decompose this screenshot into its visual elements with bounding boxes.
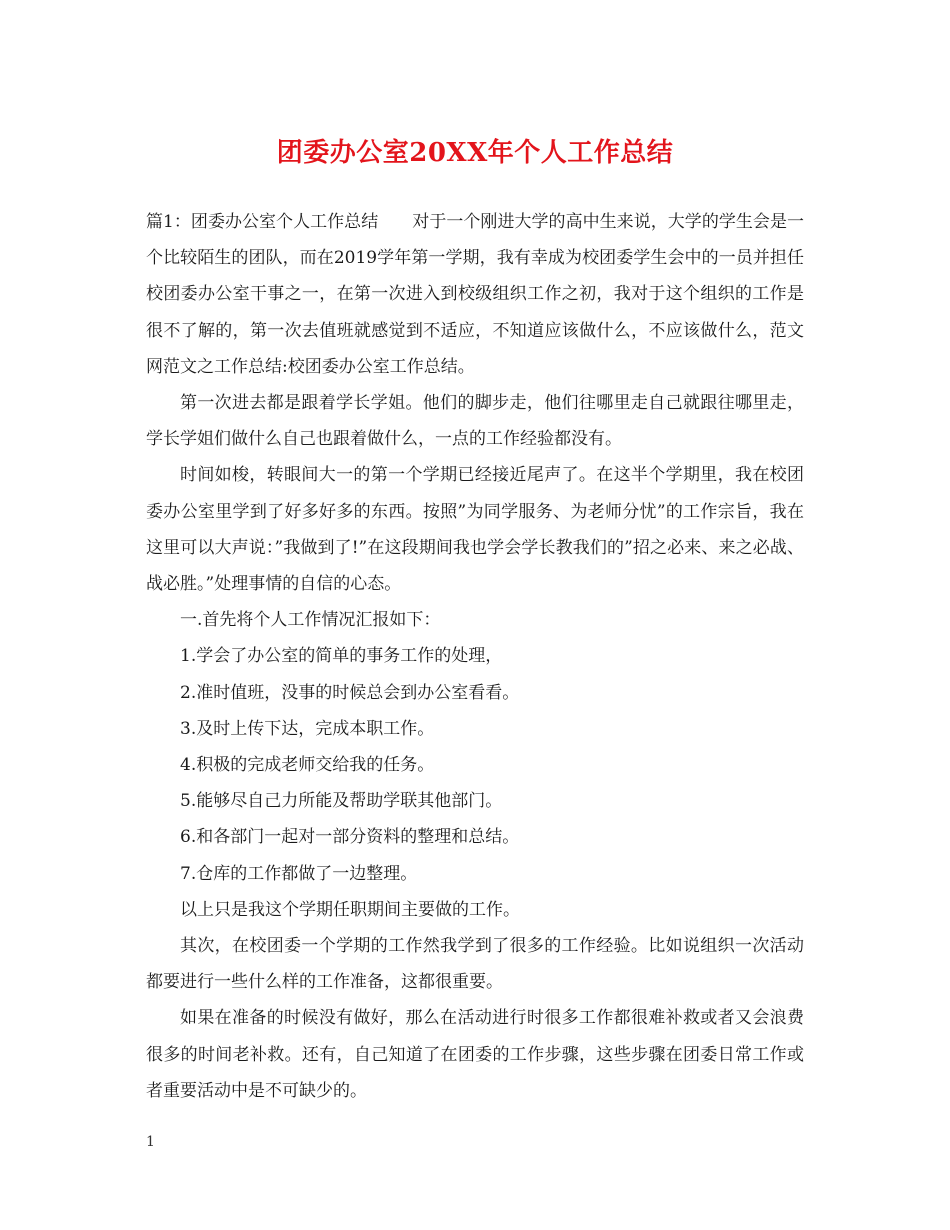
- paragraph-2: 第一次进去都是跟着学长学姐。他们的脚步走，他们往哪里走自己就跟往哪里走，学长学姐们做什么自己也跟着做什么，一点的工作经验都没有。: [146, 393, 804, 450]
- list-item-6: 6.和各部门一起对一部分资料的整理和总结。: [180, 827, 520, 848]
- list-item-2: 2.准时值班，没事的时候总会到办公室看看。: [180, 682, 520, 703]
- list-item-3: 3.及时上传下达，完成本职工作。: [180, 718, 435, 739]
- paragraph-summary: 以上只是我这个学期任职期间主要做的工作。: [180, 899, 520, 920]
- paragraph-1: 篇1：团委办公室个人工作总结 对于一个刚进大学的高中生来说，大学的学生会是一个比较陌生的团队，而在2019学年第一学期，我有幸成为校团委学生会中的一员并担任校团委办公室干事之一，在第一次进入到校级组织工作之初，我对于这个组织的工作是很不了解的，第一次去值班就感觉到不适应，不知道应该做什么，不应该做什么，范文网范文之工作总结:校团委办公室工作总结。: [146, 212, 804, 377]
- section-heading: 一.首先将个人工作情况汇报如下：: [180, 610, 441, 631]
- paragraph-3: 时间如梭，转眼间大一的第一个学期已经接近尾声了。在这半个学期里，我在校团委办公室里学到了好多好多的东西。按照”为同学服务、为老师分忧”的工作宗旨，我在这里可以大声说：”我做到了!”在这段期间我也学会学长教我们的”招之必来、来之必战、战必胜。”处理事情的自信的心态。: [146, 465, 804, 595]
- list-item-4: 4.积极的完成老师交给我的任务。: [180, 755, 435, 776]
- page-number: 1: [146, 1134, 155, 1150]
- list-item-1: 1.学会了办公室的简单的事务工作的处理，: [180, 646, 503, 667]
- paragraph-experience: 其次，在校团委一个学期的工作然我学到了很多的工作经验。比如说组织一次活动都要进行一些什么样的工作准备，这都很重要。: [146, 936, 804, 993]
- document-body: [146, 204, 804, 1109]
- list-item-7: 7.仓库的工作都做了一边整理。: [180, 863, 418, 884]
- list-item-5: 5.能够尽自己力所能及帮助学联其他部门。: [180, 791, 503, 812]
- document-title: 团委办公室20XX年个人工作总结: [276, 138, 674, 168]
- paragraph-preparation: 如果在准备的时候没有做好，那么在活动进行时很多工作都很难补救或者又会浪费很多的时间老补救。还有，自己知道了在团委的工作步骤，这些步骤在团委日常工作或者重要活动中是不可缺少的。: [146, 1008, 804, 1101]
